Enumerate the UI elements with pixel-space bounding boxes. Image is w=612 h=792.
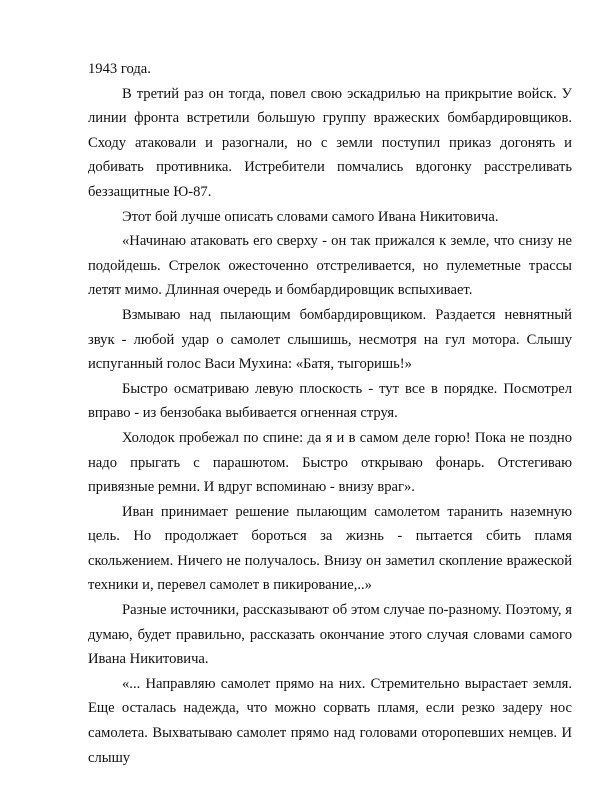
paragraph: «... Направляю самолет прямо на них. Стремительно вырастает земля. Еще осталась надежда, что можно сорвать пламя, если резко задеру нос самолета. Выхватываю самолет прямо над головами оторопевших немцев. И слышу — [88, 675, 572, 766]
paragraph: Быстро осматриваю левую плоскость - тут все в порядке. Посмотрел вправо - из бензобака выбивается огненная струя. — [88, 380, 572, 422]
document-body — [88, 57, 572, 770]
paragraph: Холодок пробежал по спине: да я и в самом деле горю! Пока не поздно надо прыгать с парашютом. Быстро открываю фонарь. Отстегиваю привязные ремни. И вдруг вспоминаю - внизу враг». — [88, 429, 572, 496]
paragraph: «Начинаю атаковать его сверху - он так прижался к земле, что снизу не подойдешь. Стрелок ожесточенно отстреливается, но пулеметные трассы летят мимо. Длинная очередь и бомбардировщик вспыхивает. — [88, 233, 572, 299]
paragraph: Этот бой лучше описать словами самого Ивана Никитовича. — [122, 208, 499, 225]
paragraph: Разные источники, рассказывают об этом случае по-разному. Поэтому, я думаю, будет правильно, рассказать окончание этого случая словами самого Ивана Никитовича. — [88, 602, 572, 668]
paragraph: В третий раз он тогда, повел свою эскадрилью на прикрытие войск. У линии фронта встретили большую группу вражеских бомбардировщиков. Сходу атаковали и разогнали, но с земли поступил приказ догонять и добивать противника. Истребители помчались вдогонку расстреливать беззащитные Ю-87. — [88, 85, 572, 200]
paragraph-continuation: 1943 года. — [88, 61, 151, 77]
paragraph: Иван принимает решение пылающим самолетом таранить наземную цель. Но продолжает бороться за жизнь - пытается сбить пламя скольжением. Ничего не получалось. Внизу он заметил скопление вражеской техники и, перевел самолет в пикирование,..» — [88, 503, 572, 594]
paragraph: Взмываю над пылающим бомбардировщиком. Раздается невнятный звук - любой удар о самолет слышишь, несмотря на гул мотора. Слышу испуганный голос Васи Мухина: «Батя, тыгоришь!» — [88, 306, 572, 373]
